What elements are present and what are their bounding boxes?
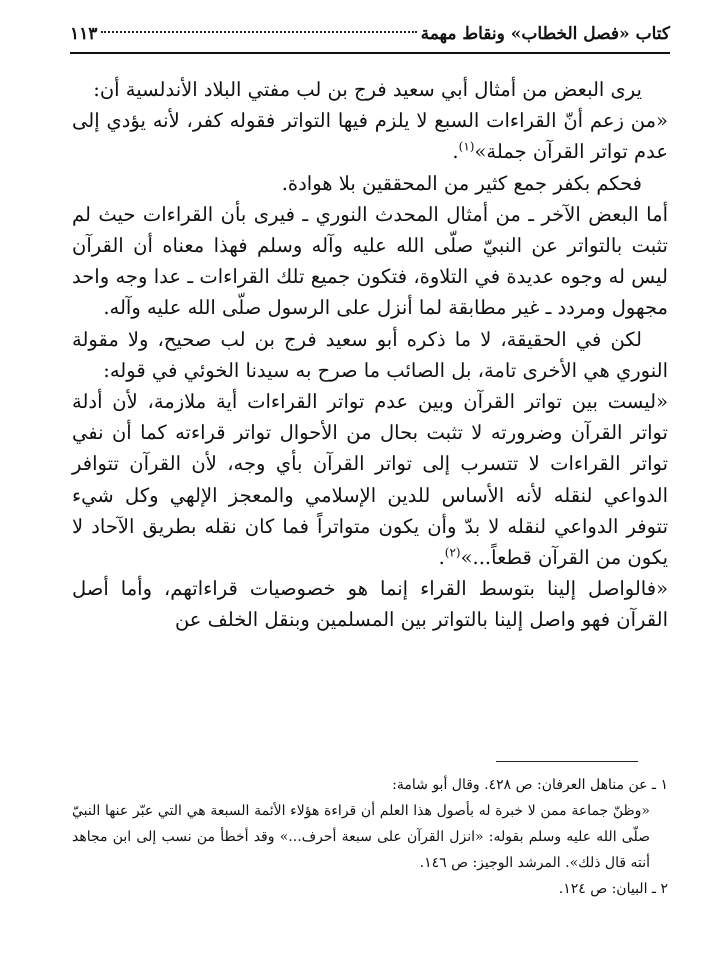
- paragraph-3: أما البعض الآخر ـ من أمثال المحدث النوري ـ فيرى بأن القراءات حيث لم تثبت بالتواتر عن النبيّ صلّى الله عليه وآله وسلم فهذا معناه أن القرآن ليس له وجوه عديدة في التلاوة، فتكون جميع تلك القراءات ـ عدا وجه واحد مجهول ومردد ـ غير مطابقة لما أنزل على الرسول صلّى الله عليه وآله.: [72, 202, 668, 320]
- quote-1: «من زعم أنّ القراءات السبع لا يلزم فيها التواتر فقوله كفر، لأنه يؤدي إلى عدم تواتر القرآن جملة»$^{(١)}$.: [72, 109, 668, 164]
- dotted-leader: [101, 31, 416, 33]
- footnote-2: ٢ ـ البيان: ص ١٢٤.: [558, 881, 668, 897]
- header-rule: [70, 52, 670, 54]
- quote-1-text: «من زعم أنّ القراءات السبع لا يلزم فيها التواتر فقوله كفر، لأنه يؤدي إلى عدم تواتر القرآن جملة»: [72, 109, 668, 164]
- footnote-separator: [496, 761, 638, 762]
- footnote-ref-2: (٢): [444, 545, 461, 560]
- quote-2: «ليست بين تواتر القرآن وبين عدم تواتر القراءات أية ملازمة، لأن أدلة تواتر القرآن وضرورته لا تثبت بحال من الأحوال تواتر قراءته كما أن نفي تواتر القراءات لا تتسرب إلى تواتر القرآن بأي وجه، لأن القرآن تتوافر الدواعي لنقله لأنه الأساس للدين الإسلامي والمعجز الإلهي وكل شيء تتوفر الدواعي لنقله لا بدّ وأن يكون متواتراً فما كان نقله بطريق الآحاد لا يكون من القرآن قطعاً...»$^{(٢)}$.: [72, 390, 669, 570]
- book-section-title: كتاب «فصل الخطاب» ونقاط مهمة: [420, 24, 670, 44]
- quote-3: «فالواصل إلينا بتوسط القراء إنما هو خصوصيات قراءاتهم، وأما أصل القرآن فهو واصل إلينا بالتواتر بين المسلمين وبنقل الخلف عن: [72, 577, 668, 632]
- paragraph-4: لكن في الحقيقة، لا ما ذكره أبو سعيد فرج بن لب صحيح، ولا مقولة النوري هي الأخرى تامة، بل الصائب ما صرح به سيدنا الخوئي في قوله:: [72, 327, 668, 382]
- paragraph-2: فحكم بكفر جمع كثير من المحققين بلا هوادة.: [281, 171, 642, 195]
- footnote-1: ١ ـ عن مناهل العرفان: ص ٤٢٨. وقال أبو شامة:: [392, 777, 668, 793]
- main-text: [72, 74, 668, 636]
- running-header: [70, 22, 670, 46]
- footnotes: [72, 772, 668, 902]
- footnote-1-quote: «وظنّ جماعة ممن لا خبرة له بأصول هذا العلم أن قراءة هؤلاء الأئمة السبعة هي التي عبّر عنها النبيّ صلّى الله عليه وسلم بقوله: «انزل القرآن على سبعة أحرف...» وقد أخطأ من نسب إلى ابن مجاهد أنته قال ذلك». المرشد الوجيز: ص ١٤٦.: [72, 803, 650, 871]
- footnote-ref-1: (١): [458, 139, 475, 154]
- paragraph-1: يرى البعض من أمثال أبي سعيد فرج بن لب مفتي البلاد الأندلسية أن:: [93, 78, 642, 101]
- quote-2-text: «ليست بين تواتر القرآن وبين عدم تواتر القراءات أية ملازمة، لأن أدلة تواتر القرآن وضرورته لا تثبت بحال من الأحوال تواتر قراءته كما أن نفي تواتر القراءات لا تتسرب إلى تواتر القرآن بأي وجه، لأن القرآن تتوافر الدواعي لنقله لأنه الأساس للدين الإسلامي والمعجز الإلهي وكل شيء تتوفر الدواعي لنقله لا بدّ وأن يكون متواتراً فما كان نقله بطريق الآحاد لا يكون من القرآن قطعاً...»: [72, 390, 669, 570]
- page-number: ١١٣: [70, 24, 98, 44]
